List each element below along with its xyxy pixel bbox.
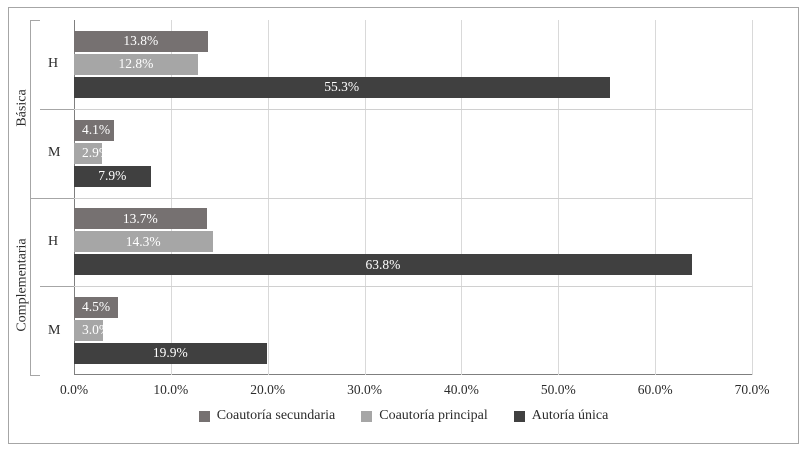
legend-label: Coautoría principal	[379, 408, 488, 423]
bar-value-label: 13.7%	[122, 210, 158, 226]
y-group-label: Complementaria	[14, 238, 30, 332]
y-tick-mark	[40, 109, 74, 110]
bar-value-label: 3.0%	[82, 322, 111, 338]
group-bracket-end	[30, 198, 40, 199]
group-bracket-end	[30, 20, 40, 21]
y-tick-mark	[40, 198, 74, 199]
bar-value-label: 19.9%	[152, 345, 188, 361]
bar-value-label: 7.9%	[98, 167, 127, 183]
group-bracket-end	[30, 375, 40, 376]
y-tick-mark	[40, 286, 74, 287]
x-tick-label: 30.0%	[347, 382, 382, 397]
category-separator	[74, 198, 752, 199]
x-tick-label: 50.0%	[540, 382, 576, 397]
y-group-label: Básica	[14, 89, 30, 127]
legend-swatch-icon	[514, 411, 525, 422]
bar-value-label: 55.3%	[324, 79, 360, 95]
x-tick-label: 40.0%	[443, 382, 479, 397]
legend-label: Coautoría secundaria	[216, 408, 336, 423]
y-category-label: M	[48, 322, 61, 338]
bar-value-label: 13.8%	[123, 33, 159, 49]
bar-value-label: 14.3%	[125, 233, 161, 249]
x-tick-label: 60.0%	[637, 382, 673, 397]
y-category-label: H	[48, 56, 59, 72]
x-tick-label: 10.0%	[153, 382, 189, 397]
bar-value-label: 4.1%	[82, 121, 111, 137]
y-category-label: M	[48, 145, 61, 161]
x-tick-label: 0.0%	[59, 382, 89, 397]
legend-item[interactable]	[199, 408, 336, 424]
x-axis-line	[74, 374, 752, 375]
bar-value-label: 63.8%	[365, 256, 401, 272]
bar-value-label: 2.9%	[82, 144, 111, 160]
legend-swatch-icon	[361, 411, 372, 422]
plot-area	[74, 20, 752, 375]
x-tick-label: 70.0%	[734, 382, 770, 397]
legend-item[interactable]	[361, 408, 487, 424]
x-tick-label: 20.0%	[250, 382, 286, 397]
legend-swatch-icon	[199, 411, 210, 422]
bar-value-label: 12.8%	[118, 56, 154, 72]
category-separator	[74, 286, 752, 287]
chart-legend	[0, 408, 807, 424]
legend-item[interactable]	[514, 408, 609, 424]
y-category-label: H	[48, 233, 59, 249]
legend-label: Autoría única	[531, 408, 609, 423]
grid-line	[752, 20, 753, 375]
bar-value-label: 4.5%	[82, 299, 111, 315]
category-separator	[74, 109, 752, 110]
